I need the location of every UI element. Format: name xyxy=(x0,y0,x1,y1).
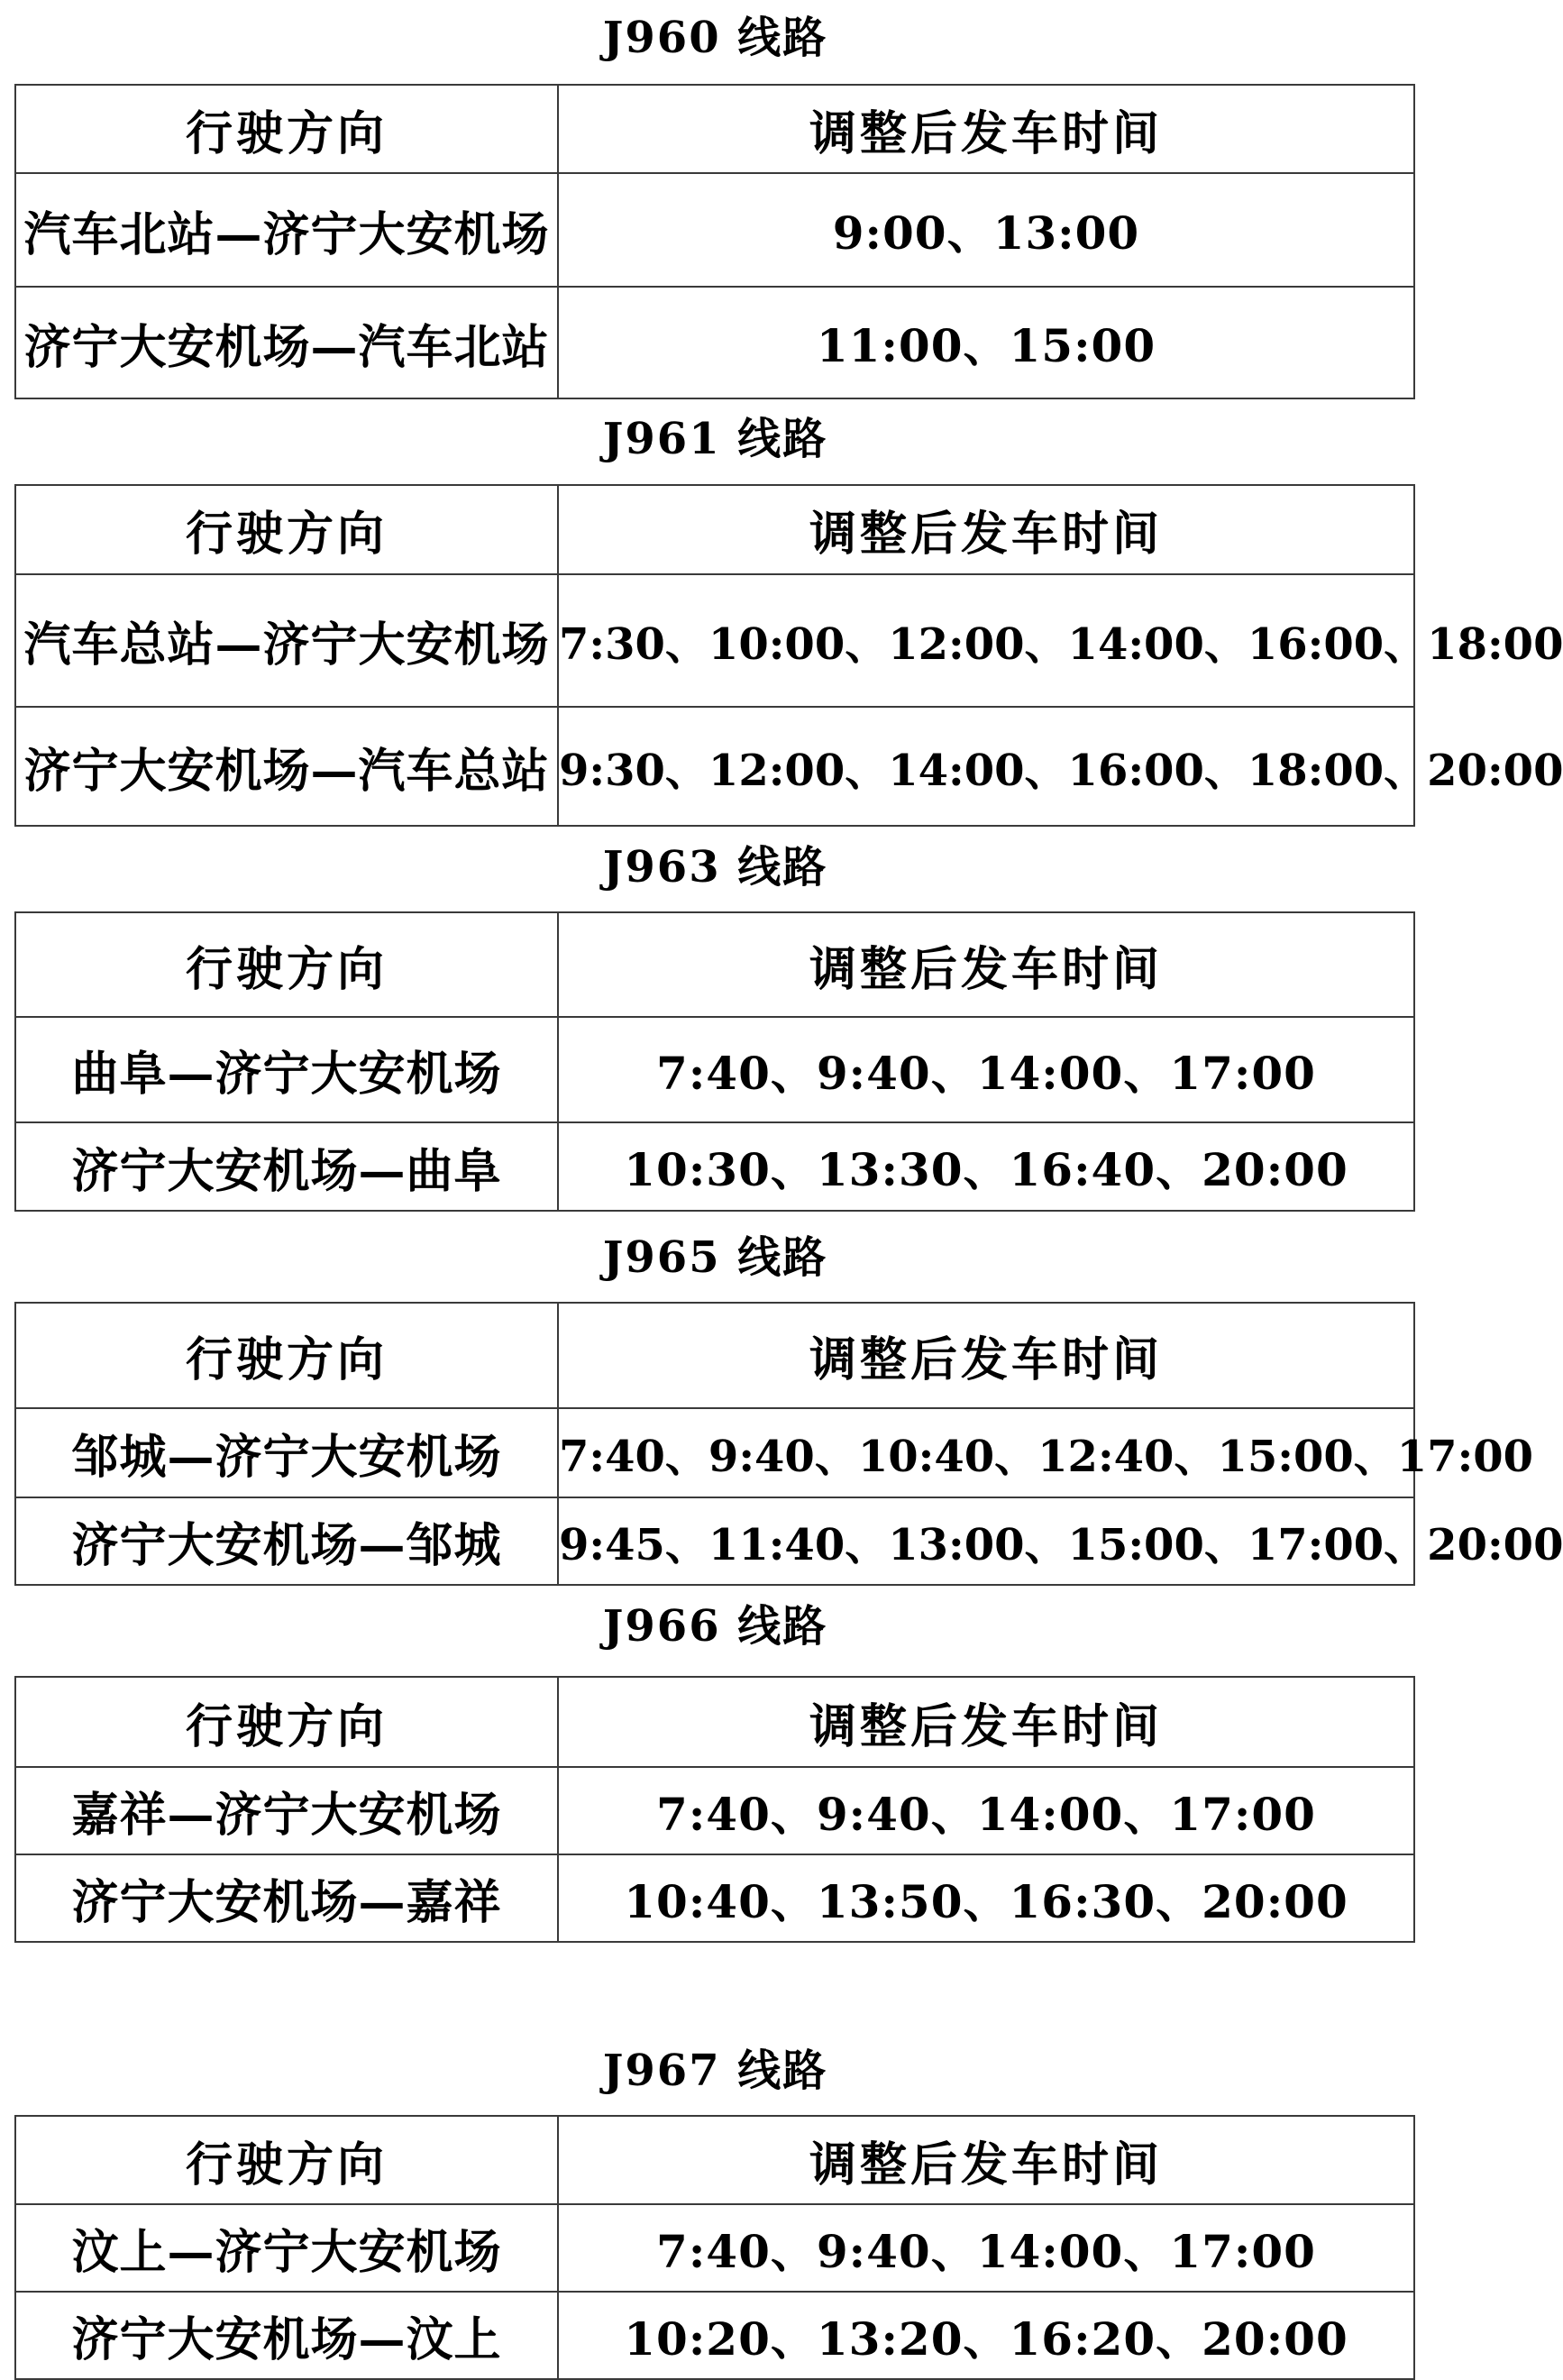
table-row xyxy=(15,2292,1414,2379)
times-cell: 10:40、13:50、16:30、20:00 xyxy=(558,1854,1414,1942)
table-header-row xyxy=(15,2116,1414,2204)
schedule-table-j966 xyxy=(14,1676,1415,1943)
table-row xyxy=(15,2204,1414,2292)
direction-cell: 嘉祥—济宁大安机场 xyxy=(15,1767,558,1854)
header-time: 调整后发车时间 xyxy=(558,1677,1414,1767)
header-time: 调整后发车时间 xyxy=(558,1303,1414,1408)
table-row xyxy=(15,574,1414,707)
table-row xyxy=(15,1122,1414,1211)
times-cell: 7:40、9:40、14:00、17:00 xyxy=(558,1017,1414,1122)
header-direction: 行驶方向 xyxy=(15,912,558,1017)
header-direction: 行驶方向 xyxy=(15,1677,558,1767)
table-header-row xyxy=(15,1303,1414,1408)
table-header-row xyxy=(15,485,1414,574)
direction-cell: 济宁大安机场—嘉祥 xyxy=(15,1854,558,1942)
table-row xyxy=(15,1854,1414,1942)
table-row xyxy=(15,1017,1414,1122)
table-row xyxy=(15,1767,1414,1854)
schedule-table-j963 xyxy=(14,911,1415,1212)
table-header-row xyxy=(15,1677,1414,1767)
times-cell: 9:00、13:00 xyxy=(558,173,1414,287)
route-title-j967: J967 线路 xyxy=(602,2046,828,2096)
direction-cell: 济宁大安机场—汽车总站 xyxy=(15,707,558,826)
direction-cell: 济宁大安机场—汽车北站 xyxy=(15,287,558,398)
table-row xyxy=(15,287,1414,398)
table-header-row xyxy=(15,85,1414,173)
times-cell: 9:30、12:00、14:00、16:00、18:00、20:00 xyxy=(558,707,1414,826)
times-cell: 7:30、10:00、12:00、14:00、16:00、18:00 xyxy=(558,574,1414,707)
direction-cell: 汶上—济宁大安机场 xyxy=(15,2204,558,2292)
direction-cell: 济宁大安机场—邹城 xyxy=(15,1497,558,1585)
direction-cell: 汽车总站—济宁大安机场 xyxy=(15,574,558,707)
direction-cell: 济宁大安机场—汶上 xyxy=(15,2292,558,2379)
direction-cell: 汽车北站—济宁大安机场 xyxy=(15,173,558,287)
header-direction: 行驶方向 xyxy=(15,85,558,173)
table-row xyxy=(15,707,1414,826)
route-title-j960: J960 线路 xyxy=(602,13,828,63)
route-title-j966: J966 线路 xyxy=(602,1601,828,1652)
direction-cell: 济宁大安机场—曲阜 xyxy=(15,1122,558,1211)
schedule-table-j960 xyxy=(14,84,1415,399)
direction-cell: 邹城—济宁大安机场 xyxy=(15,1408,558,1497)
header-direction: 行驶方向 xyxy=(15,485,558,574)
table-row xyxy=(15,1497,1414,1585)
route-title-j965: J965 线路 xyxy=(602,1232,828,1283)
header-time: 调整后发车时间 xyxy=(558,912,1414,1017)
direction-cell: 曲阜—济宁大安机场 xyxy=(15,1017,558,1122)
schedule-table-j965 xyxy=(14,1302,1563,1586)
header-time: 调整后发车时间 xyxy=(558,2116,1414,2204)
times-cell: 11:00、15:00 xyxy=(558,287,1414,398)
times-cell: 7:40、9:40、14:00、17:00 xyxy=(558,1767,1414,1854)
table-row xyxy=(15,173,1414,287)
times-cell: 10:20、13:20、16:20、20:00 xyxy=(558,2292,1414,2379)
table-row xyxy=(15,1408,1414,1497)
times-cell: 7:40、9:40、14:00、17:00 xyxy=(558,2204,1414,2292)
route-title-j963: J963 线路 xyxy=(602,842,828,892)
schedule-table-j961 xyxy=(14,484,1563,827)
header-direction: 行驶方向 xyxy=(15,2116,558,2204)
times-cell: 7:40、9:40、10:40、12:40、15:00、17:00 xyxy=(558,1408,1414,1497)
header-time: 调整后发车时间 xyxy=(558,485,1414,574)
route-title-j961: J961 线路 xyxy=(602,414,828,464)
schedule-table-j967 xyxy=(14,2115,1415,2380)
header-time: 调整后发车时间 xyxy=(558,85,1414,173)
times-cell: 9:45、11:40、13:00、15:00、17:00、20:00 xyxy=(558,1497,1414,1585)
table-header-row xyxy=(15,912,1414,1017)
times-cell: 10:30、13:30、16:40、20:00 xyxy=(558,1122,1414,1211)
header-direction: 行驶方向 xyxy=(15,1303,558,1408)
